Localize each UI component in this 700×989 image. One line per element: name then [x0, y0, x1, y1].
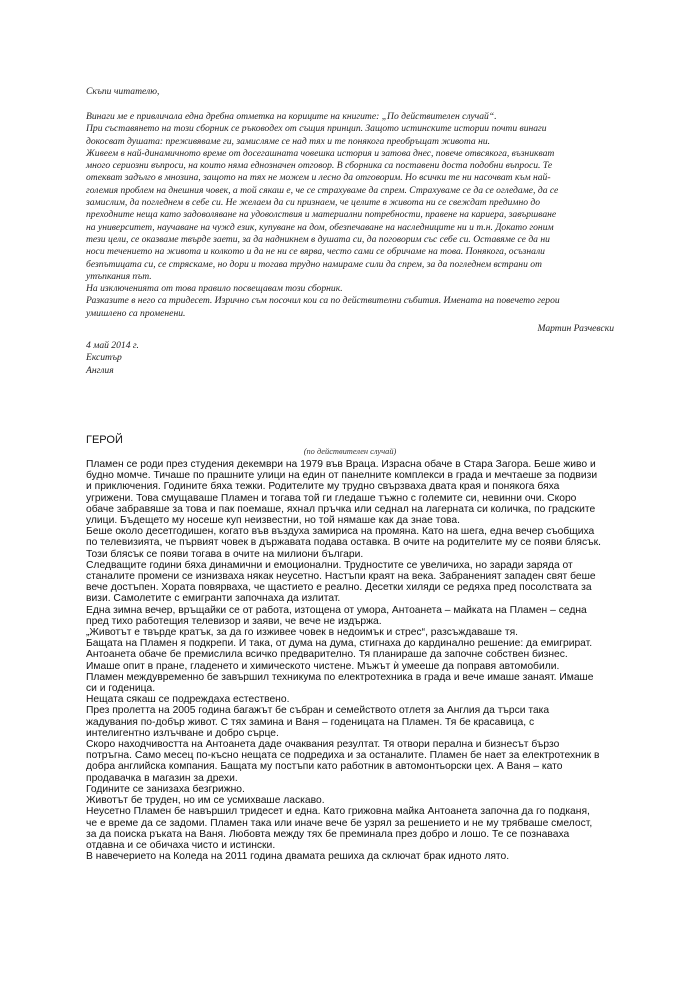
- letter-body: [86, 111, 626, 320]
- story-line: угрижени. Това смущаваше Пламен и тогава той ги гледаше тъжно с големите си, невинни очи. Скоро: [86, 492, 577, 504]
- story-line: улици. Бъдещето му носеше куп неизвестни, но той нямаше как да знае това.: [86, 515, 460, 527]
- story-line: Неусетно Пламен бе навършил тридесет и една. Като грижовна майка Антоанета започна да го подканя,: [86, 806, 590, 818]
- story-line: обаче забравяше за това и пак поемаше, яхнал пръчка или седнал на лагерната си количка, по градските: [86, 503, 596, 515]
- letter-dateline: [86, 340, 626, 377]
- letter-line: преходните неща като задоволяване на удоволствия и материални потребности, правене на кариера, завършване: [86, 209, 557, 221]
- story-line: Годините се занизаха безгрижно.: [86, 783, 245, 795]
- letter-line: утъпкания път.: [86, 270, 152, 282]
- letter-date: 4 май 2014 г.: [86, 340, 139, 351]
- story-line: пред тихо работещия телевизор и заяви, че вече не издържа.: [86, 615, 382, 627]
- letter-line: умишлено са променени.: [86, 307, 186, 319]
- story-line: Бащата на Пламен я подкрепи. И така, от дума на дума, стигнаха до кардинално решение: да емигрират.: [86, 638, 593, 650]
- story-line: В навечерието на Коледа на 2011 година двамата решиха да сключат брак идното лято.: [86, 851, 510, 863]
- story-line: жадувания по-добър живот. С тях замина и Ваня – годеницата на Пламен. Тя бе красавица, с: [86, 716, 535, 728]
- story-line: по телевизията, че първият човек в държавата подава оставка. В очите на родителите му се появи блясък.: [86, 537, 601, 549]
- letter-line: големия проблем на днешния човек, а той сякаш е, че се страхуваме да спрем. Страхуваме се да се огледаме, да се: [86, 184, 559, 196]
- letter-line: докосват душата: преживяваме ги, замисляме се над тях и те понякога преобръщат живота ни.: [86, 135, 491, 147]
- story-line: и приключения. Годините бяха тежки. Родителите му трудно свързваха двата края и понякога бяха: [86, 481, 560, 493]
- letter-line: много сериозни въпроси, на които няма еднозначен отговор. В сборника са поставени доста подобни въпроси. Те: [86, 160, 553, 172]
- story-line: си и годеница.: [86, 683, 156, 695]
- letter-line: На изключенията от това правило посвещавам този сборник.: [86, 283, 343, 295]
- story-line: Животът бе труден, но им се усмихваше ласкаво.: [86, 795, 325, 807]
- story-title: ГЕРОЙ: [86, 434, 123, 446]
- author-signature: Мартин Разчевски: [537, 323, 614, 334]
- story-body: [86, 459, 626, 862]
- story-line: През пролетта на 2005 година багажът бе събран и семейството отлетя за Англия да търси така: [86, 705, 550, 717]
- story-line: Антоанета обаче бе премислила всичко предварително. Тя планираше да започне собствен бизнес.: [86, 649, 568, 661]
- letter-line: При съставянето на този сборник се ръководех от същия принцип. Защото истинските истории почти винаги: [86, 123, 547, 135]
- story-line: продавачка в магазин за дрехи.: [86, 772, 238, 784]
- story-line: Този блясък се появи тогава в очите на милиони българи.: [86, 548, 364, 560]
- story-line: Нещата сякаш се подреждаха естествено.: [86, 694, 290, 706]
- letter-line: тези цели, се оказваме твърде заети, за да надникнем в душата си, да поговорим със себе си. Оставяме се да ни: [86, 233, 550, 245]
- letter-line: Винаги ме е привличала една дребна отметка на кориците на книгите: „По действителен случай“.: [86, 111, 497, 122]
- story-line: вече достъпен. Хората повярваха, че щастието е реално. Десетки хиляди се редяха пред посолствата за: [86, 582, 592, 594]
- letter-line: отекват задълго в мнозина, защото на тях не можем и лесно да отговорим. Но всички те ни насочват към най-: [86, 172, 551, 184]
- story-line: Имаше опит в пране, гладенето и химическото чистене. Мъжът ѝ умееше да поправя автомобили.: [86, 660, 560, 672]
- letter-country: Англия: [86, 364, 114, 376]
- story-line: „Животът е твърде кратък, за да го изживее човек в недоимък и стрес“, разсъждаваше тя.: [86, 627, 519, 639]
- story-line: Скоро находчивостта на Антоанета даде очаквания резултат. Тя отвори перална и бизнесът бързо: [86, 739, 560, 751]
- letter-city: Екситър: [86, 352, 122, 364]
- story-line: потръгна. Само месец по-късно нещата се подредиха и за останалите. Пламен бе нает за електротехник в: [86, 750, 600, 762]
- story-line: добра английска компания. Бащата му постъпи като работник в автомонтьорски цех. А Ваня – като: [86, 761, 563, 773]
- letter-line: на университет, научаване на чужд език, купуване на дом, обезпечаване на наследниците ни и т.н. Докато гоним: [86, 221, 554, 233]
- letter-line: замислим, да погледнем в себе си. Не желаем да си признаем, че целите в живота ни се свеждат предимно до: [86, 197, 541, 209]
- story-line: Една зимна вечер, връщайки се от работа, изтощена от умора, Антоанета – майката на Пламен – седна: [86, 604, 587, 616]
- letter-greeting: Скъпи читателю,: [86, 86, 160, 97]
- letter-line: безпътицата си, се стряскаме, но дори и тогава трудно намираме сили да спрем, за да погледнем встрани от: [86, 258, 542, 270]
- story-line: Пламен междувременно бе завършил техникума по електротехника в града и вече имаше занаят. Имаше: [86, 671, 594, 683]
- story-line: за да поиска ръката на Ваня. Любовта между тях бе преминала през добро и лошо. Те се познаваха: [86, 828, 570, 840]
- story-line: че е време да се задоми. Пламен така или иначе вече бе узрял за решението и не му трябваше смелост,: [86, 817, 593, 829]
- story-line: будно момче. Тичаше по прашните улици на един от панелните комплекси в града и мечтаеше за подвизи: [86, 470, 598, 482]
- story-line: Пламен се роди през студения декември на 1979 във Враца. Израсна обаче в Стара Загора. Беше живо и: [86, 459, 596, 470]
- story-line: интелигентно излъчване и добро сърце.: [86, 727, 279, 739]
- story-subtitle: (по действителен случай): [303, 447, 397, 456]
- story-line: станалите промени се изнизваха някак неусетно. Настъпи краят на века. Забраненият западен свят беше: [86, 571, 596, 583]
- story-line: Следващите години бяха динамични и емоционални. Трудностите се увеличиха, но заради заряда от: [86, 559, 573, 571]
- letter-line: Разказите в него са тридесет. Изрично съм посочил кои са по действителни събития. Имената на повечето герои: [86, 295, 560, 307]
- letter-line: Живеем в най-динамичното време от досегашната човешка история и затова днес, повече отвсякога, възникват: [86, 147, 555, 159]
- story-line: отдавна и се обичаха чисто и истински.: [86, 839, 276, 851]
- story-line: Беше около десетгодишен, когато във въздуха замириса на промяна. Като на шега, една вечер съобщиха: [86, 526, 595, 538]
- story-line: визи. Самолетите с емигранти започнаха да излитат.: [86, 593, 341, 605]
- letter-line: носи течението на живота и колкото и да не ни се вярва, често сами се обричаме на това. Понякога, осъзнали: [86, 246, 545, 258]
